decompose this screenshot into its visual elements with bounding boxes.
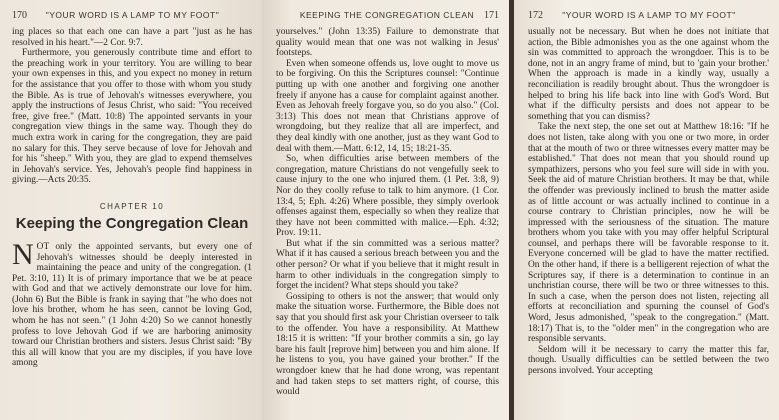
paragraph: yourselves." (John 13:35) Failure to demonstrate that quality would mean that one was not walking in Jesus' footsteps.	[276, 27, 499, 59]
paragraph: usually not be necessary. But when he does not initiate that action, the Bible admonishes you as the one against whom the sin was committed to approach the wrongdoer. This is to be done, not in an angry frame of mind, but to 'gain your brother.' When the approach is made in a kindly way, usually a reconciliation is readily brought about. Thus the wrongdoer is helped to bring his life back into line with God's Word. But what if the difficulty persists and does not appear to be something that you can dismiss?	[528, 27, 769, 122]
paragraph: Take the next step, the one set out at Matthew 18:16: "If he does not listen, take along with you one or two more, in order that at the mouth of two or three witnesses every matter may be established." That does not mean that you should round up sympathizers, persons who you feel sure will side in with you. Seek the aid of mature Christian brothers. It may be that, while the offender was previously inclined to brush the matter aside as of little account or was actually inclined to continue in a course contrary to Christian principles, now he will be impressed with the seriousness of the situation. The mature brothers whom you take with you may offer helpful Scriptural counsel, and perhaps there will be favorable response to it. Everyone concerned will be glad to have the matter rectified. On the other hand, if there is a belligerent rejection of what the Scriptures say, if there is a determination to continue in an unchristian course, there will be two or three witnesses to this. In such a case, when the person does not listen, rejecting all efforts at reconciliation and spurning the counsel of God's Word, Jesus admonished, "speak to the congregation." (Matt. 18:17) That is, to the "older men" in the congregation who are responsible servants.	[528, 122, 769, 345]
left-page	[0, 0, 262, 420]
right-page	[514, 0, 779, 420]
paragraph: Seldom will it be necessary to carry the matter this far, though. Usually difficulties can be settled between the two persons involved. Your accepting	[528, 344, 769, 376]
page-number: 170	[12, 10, 27, 21]
running-head-title: KEEPING THE CONGREGATION CLEAN	[299, 10, 475, 20]
drop-cap: N	[12, 237, 34, 271]
running-head-title: "YOUR WORD IS A LAMP TO MY FOOT"	[45, 10, 220, 20]
page-number: 172	[528, 10, 543, 21]
running-head-title: "YOUR WORD IS A LAMP TO MY FOOT"	[562, 10, 736, 20]
paragraph: ing places so that each one can have a part "just as he has resolved in his heart."—2 Cor. 9:7.	[12, 27, 252, 48]
chapter-title: Keeping the Congregation Clean	[15, 214, 249, 232]
chapter-opening-paragraph	[12, 237, 252, 369]
paragraph: So, when difficulties arise between members of the congregation, mature Christians do not vengefully seek to cause injury to the one who injured them. (1 Pet. 3:8, 9) Nor do they coolly refuse to talk to him anymore. (1 Cor. 13:4, 5; Eph. 4:26) Where possible, they simply overlook offenses against them, especially so when they realize that they have not been committed with malice.—Eph. 4:32; Prov. 19:11.	[276, 154, 499, 239]
running-head	[12, 10, 252, 21]
paragraph: Furthermore, you generously contribute time and effort to the preaching work in your territory. You are willing to bear your own expenses in this, and you expect no money in return for the assistance that you offer to those with whom you study the Bible. As is true of Jehovah's witnesses everywhere, you apply the instructions of Jesus Christ, who said: "You received free, give free." (Matt. 10:8) The appointed servants in your congregation view things in the same way. Though they do much extra work in caring for the congregation, they are paid no salary for this. They serve because of love for Jehovah and for his "sheep." With you, they are glad to expend themselves in Jehovah's service. Yes, Jehovah's people find happiness in giving.—Acts 20:35.	[12, 48, 252, 186]
chapter-opening-text: OT only the appointed servants, but every one of Jehovah's witnesses should be deeply interested in maintaining the peace and unity of the congregation. (1 Pet. 3:10, 11) It is of primary importance that we be at peace with God and that we actively demonstrate our love for him. (John 6) But the Bible is frank in saying that "he who does not love his brother, whom he has seen, cannot be loving God, whom he has not seen." (1 John 4:20) So we cannot honestly profess to love Jehovah God if we are harboring animosity toward our Christian brothers and sisters. Jesus Christ said: "By this all will know that you are my disciples, if you have love among	[12, 241, 252, 369]
middle-page	[262, 0, 509, 420]
chapter-label: CHAPTER 10	[99, 201, 165, 211]
paragraph: Even when someone offends us, love ought to move us to be forgiving. On this the Scriptures counsel: "Continue putting up with one another and forgiving one another freely if anyone has a cause for complaint against another. Even as Jehovah freely forgave you, so do you also." (Col. 3:13) This does not mean that Christians approve of wrongdoing, but they realize that all are imperfect, and they deal kindly with one another, just as they want God to deal with them.—Matt. 6:12, 14, 15; 18:21-35.	[276, 58, 499, 154]
running-head	[528, 10, 769, 21]
running-head	[276, 10, 499, 21]
paragraph: Gossiping to others is not the answer; that would only make the situation worse. Furthermore, the Bible does not say that you should first ask your Christian overseer to talk to the offender. You have a responsibility. At Matthew 18:15 it is written: "If your brother commits a sin, go lay bare his fault [reprove him] between you and him alone. If he listens to you, you have gained your brother." If the wrongdoer knew that he had done wrong, was repentant and had taken steps to set matters right, of course, this would	[276, 291, 499, 398]
paragraph: But what if the sin committed was a serious matter? What if it has caused a serious breach between you and the other person? Or what if you believe that it might result in harm to other individuals in the congregation simply to forget the incident? What steps should you take?	[276, 238, 499, 292]
page-number: 171	[483, 10, 499, 21]
